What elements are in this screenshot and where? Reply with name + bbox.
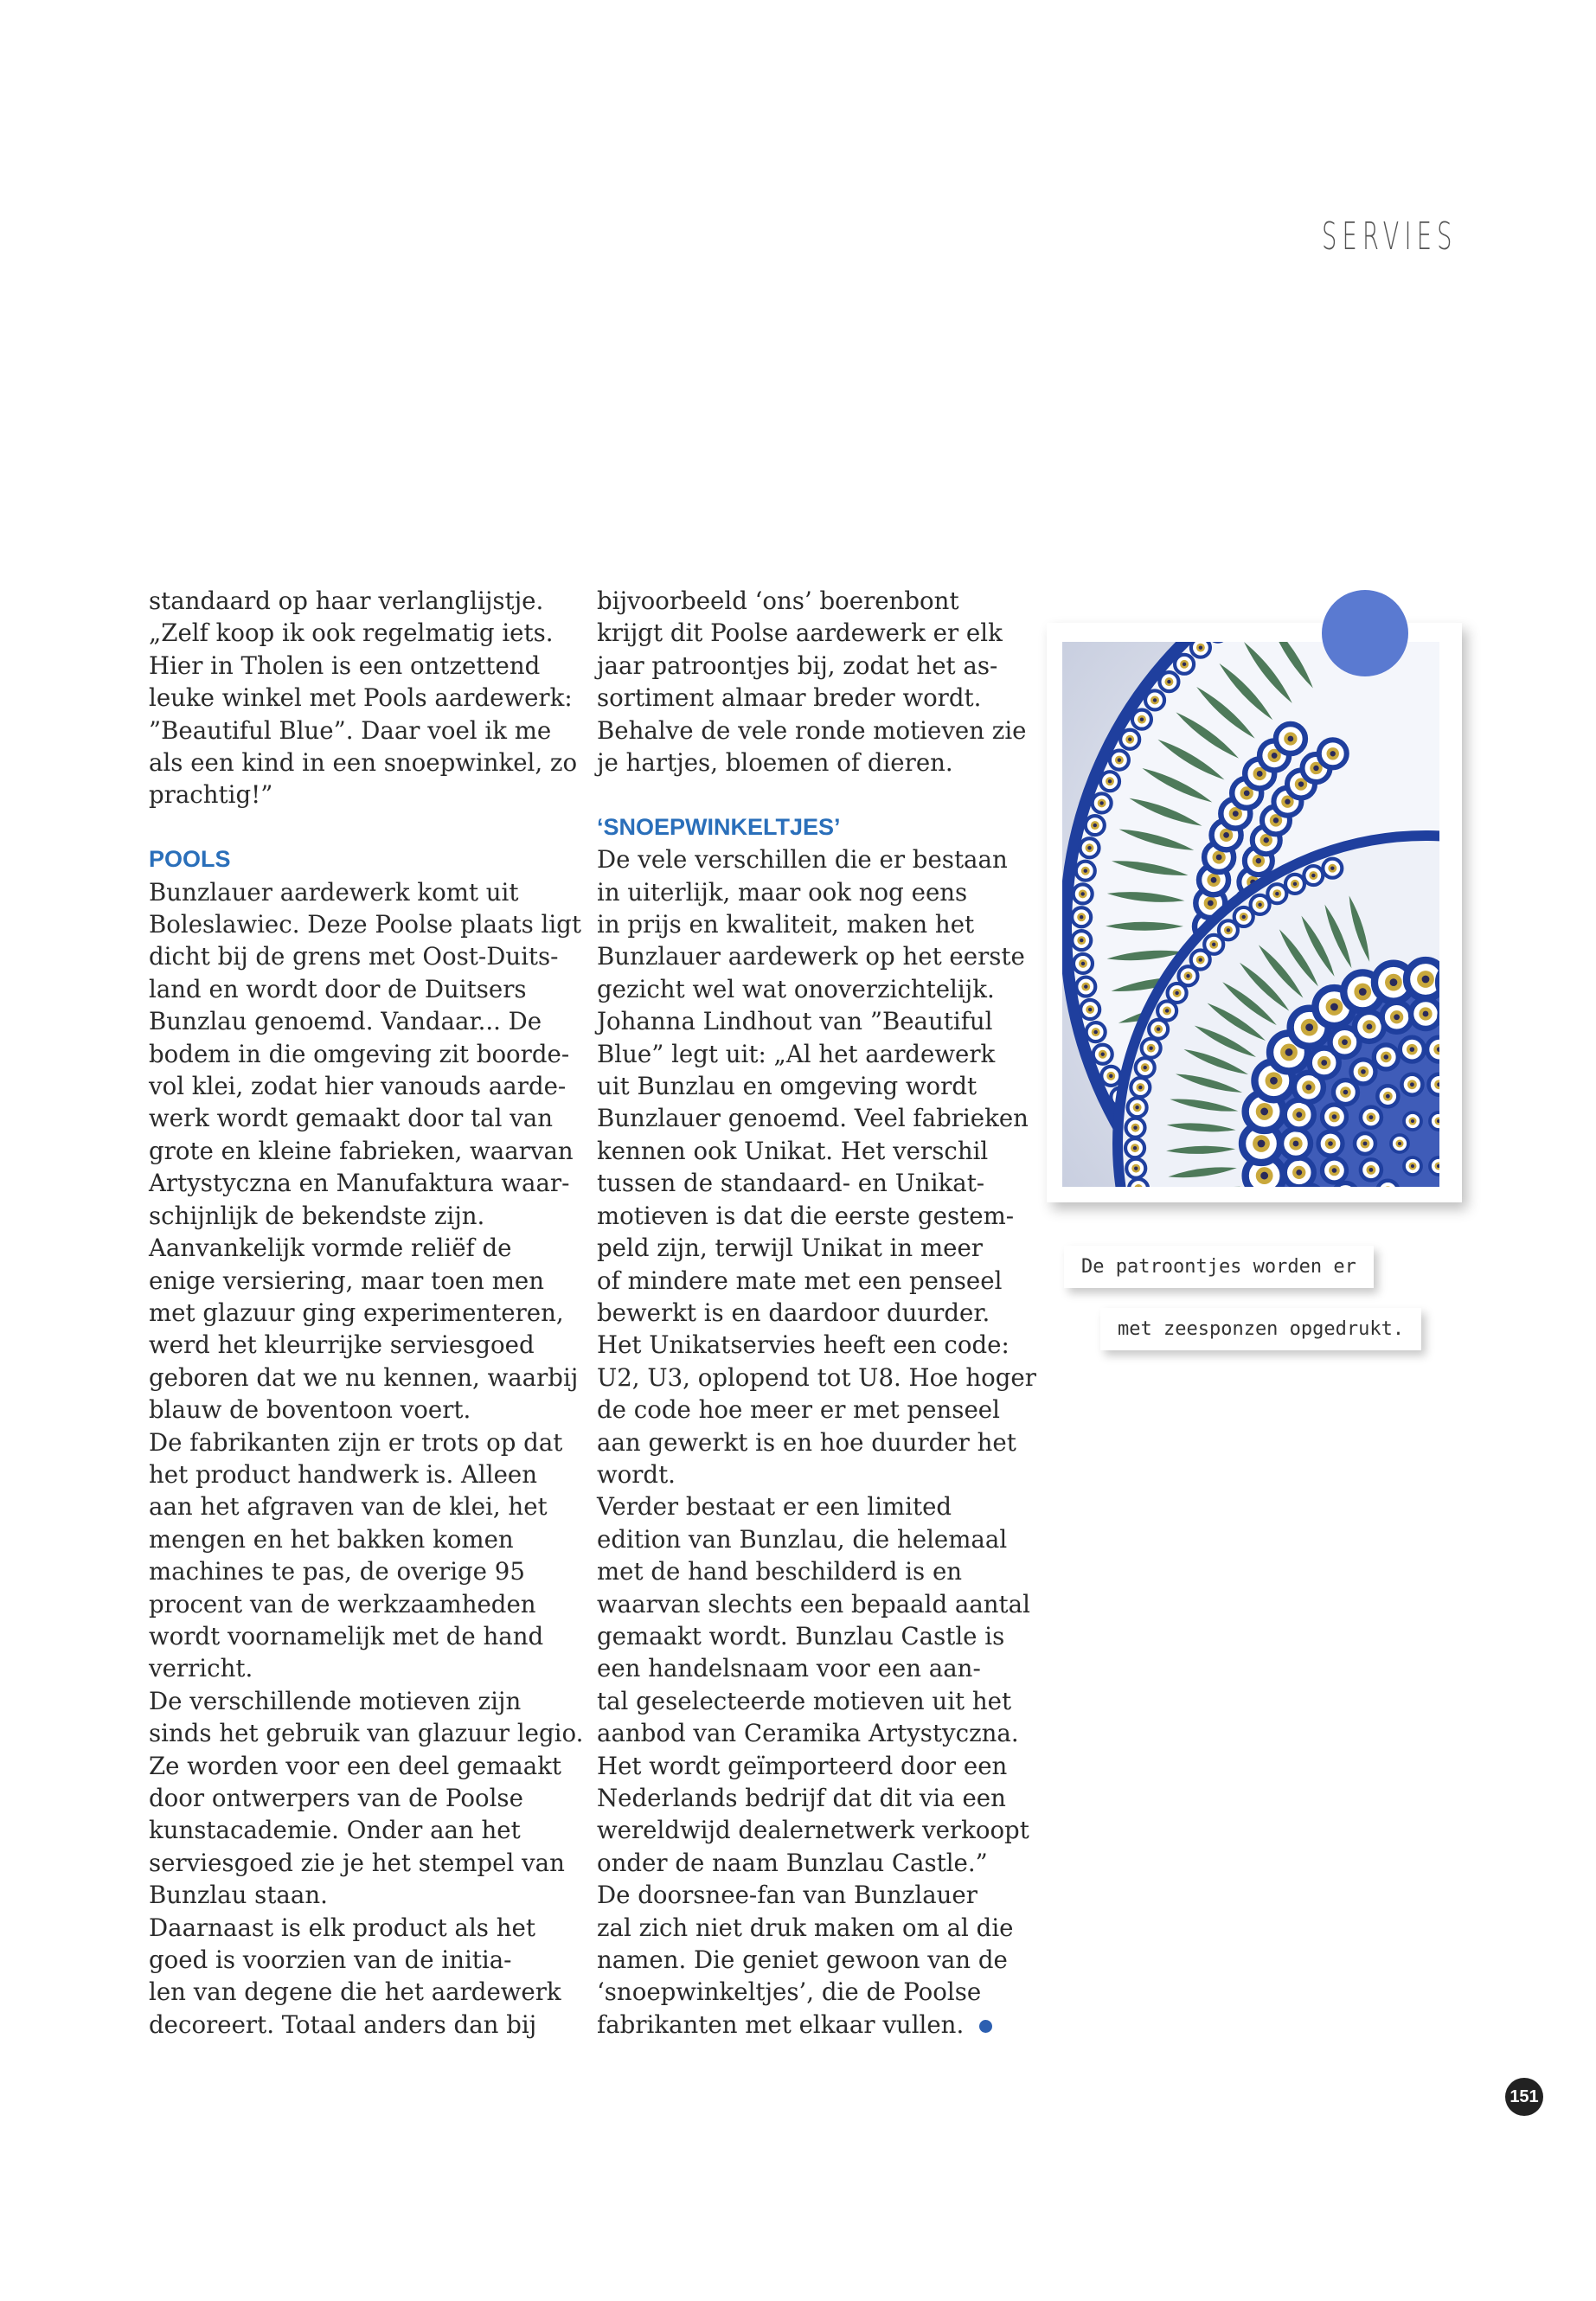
text-line: gezicht wel wat onoverzichtelijk. <box>597 974 995 1003</box>
peacock-eye-dot <box>1410 1082 1414 1086</box>
peacock-eye-dot <box>1422 976 1430 984</box>
peacock-eye-dot <box>1211 877 1217 883</box>
peacock-eye-dot <box>1216 855 1222 861</box>
text-line: Behalve de vele ronde motieven zie <box>597 715 1027 745</box>
text-line: Nederlands bedrijf dat dit via een <box>597 1784 1006 1813</box>
peacock-eye-dot <box>1369 1168 1374 1172</box>
peacock-eye-dot <box>1199 958 1202 961</box>
text-line: uit Bunzlau en omgeving wordt <box>597 1072 977 1101</box>
text-line: aan gewerkt is en hoe duurder het <box>597 1427 1016 1457</box>
peacock-eye-dot <box>1411 1119 1414 1123</box>
text-line: wordt voornamelijk met de hand <box>149 1621 544 1650</box>
peacock-eye-dot <box>1175 991 1178 995</box>
peacock-eye-dot <box>1270 1077 1278 1085</box>
text-line: in prijs en kwaliteit, maken het <box>597 910 975 939</box>
peacock-eye-dot <box>1084 984 1087 988</box>
peacock-eye-dot <box>1363 1142 1368 1146</box>
peacock-eye-dot <box>1273 817 1279 823</box>
text-line: bodem in die omgeving zit boorde- <box>149 1039 570 1068</box>
peacock-eye-dot <box>1260 1172 1268 1180</box>
peacock-eye-dot <box>1390 978 1398 986</box>
pottery-photo-frame <box>1047 623 1462 1202</box>
peacock-eye-dot <box>1367 1023 1373 1029</box>
peacock-eye-dot <box>1272 753 1278 759</box>
peacock-eye-dot <box>1227 928 1230 932</box>
text-line: een handelsnaam voor een aan- <box>597 1654 981 1683</box>
text-line: schijnlijk de bekendste zijn. <box>149 1201 485 1230</box>
page-number: 151 <box>1505 2078 1543 2116</box>
peacock-eye-dot <box>1332 1114 1337 1119</box>
peacock-eye-dot <box>1080 892 1084 895</box>
text-line: onder de naam Bunzlau Castle.” <box>597 1848 988 1877</box>
peacock-eye-dot <box>1258 1140 1266 1148</box>
peacock-eye-dot <box>1134 1166 1138 1170</box>
peacock-eye-dot <box>1285 1048 1293 1056</box>
peacock-eye-dot <box>1233 811 1239 817</box>
peacock-eye-dot <box>1108 779 1112 783</box>
text-line: enige versiering, maar toen men <box>149 1266 544 1295</box>
peacock-eye-dot <box>1260 1108 1268 1116</box>
column2-intro <box>597 585 1027 779</box>
text-line: Johanna Lindhout van ”Beautiful <box>597 1007 993 1036</box>
text-line: ‘snoepwinkeltjes’, die de Poolse <box>597 1977 982 2007</box>
peacock-eye-dot <box>1101 1053 1105 1056</box>
peacock-eye-dot <box>1293 882 1297 886</box>
peacock-eye-dot <box>1386 1094 1390 1099</box>
text-line: of mindere mate met een penseel <box>597 1266 1003 1295</box>
heading-snoepwinkeltjes: ‘SNOEPWINKELTJES’ <box>597 813 841 840</box>
peacock-eye-dot <box>1223 832 1229 838</box>
text-line: peld zijn, terwijl Unikat in meer <box>597 1234 983 1263</box>
text-line: met glazuur ging experimenteren, <box>149 1298 564 1327</box>
text-line: Het Unikatservies heeft een code: <box>597 1330 1010 1360</box>
text-line: standaard op haar verlanglijstje. <box>149 586 544 615</box>
text-line: sortiment almaar breder wordt. <box>597 683 982 713</box>
text-line: in uiterlijk, maar ook nog eens <box>597 877 968 907</box>
peacock-eye-dot <box>1305 1085 1311 1091</box>
peacock-eye-dot <box>1384 1054 1389 1060</box>
peacock-eye-dot <box>1305 1023 1313 1031</box>
text-line: Bunzlau genoemd. Vandaar... De <box>149 1007 542 1036</box>
text-line: wordt. <box>597 1459 676 1489</box>
text-line: kennen ook Unikat. Het verschil <box>597 1136 989 1165</box>
peacock-eye-dot <box>1311 874 1315 877</box>
text-line: Artystyczna en Manufaktura waar- <box>149 1169 570 1198</box>
text-line: fabrikanten met elkaar vullen. <box>597 2009 1012 2041</box>
text-line: goed is voorzien van de initia- <box>149 1945 512 1975</box>
text-line: verricht. <box>149 1654 253 1683</box>
peacock-eye-dot <box>1287 736 1293 742</box>
text-line: kunstacademie. Onder aan het <box>149 1816 521 1845</box>
peacock-eye-dot <box>1257 771 1263 777</box>
peacock-eye-dot <box>1296 1170 1302 1176</box>
peacock-eye-dot <box>1133 1125 1137 1129</box>
text-line: Bunzlauer aardewerk op het eerste <box>597 942 1025 971</box>
peacock-eye-dot <box>1411 1164 1414 1168</box>
peacock-eye-dot <box>1330 751 1336 756</box>
peacock-eye-dot <box>1183 663 1186 666</box>
text-line: Boleslawiec. Deze Poolse plaats ligt <box>149 910 581 939</box>
peacock-eye-dot <box>1332 1168 1337 1173</box>
text-line: tussen de standaard- en Unikat- <box>597 1169 985 1198</box>
text-line: bijvoorbeeld ‘ons’ boerenbont <box>597 586 959 615</box>
text-line: mengen en het bakken komen <box>149 1524 514 1554</box>
column1-intro <box>149 585 578 811</box>
text-column-1 <box>149 585 584 2041</box>
peacock-eye-dot <box>1118 758 1121 761</box>
text-line: je hartjes, bloemen of dieren. <box>597 748 953 778</box>
peacock-eye-dot <box>1361 1069 1366 1074</box>
blue-dot-icon <box>979 2020 992 2033</box>
text-line: „Zelf koop ik ook regelmatig iets. <box>149 619 554 648</box>
peacock-eye-dot <box>1080 915 1083 919</box>
peacock-eye-dot <box>1208 901 1214 907</box>
peacock-eye-dot <box>1084 868 1087 872</box>
text-line: Bunzlauer aardewerk komt uit <box>149 877 519 907</box>
peacock-eye-dot <box>1369 1115 1374 1119</box>
peacock-eye-dot <box>1398 1142 1401 1145</box>
text-column-2 <box>597 585 1036 2041</box>
peacock-eye-dot <box>1244 790 1250 796</box>
peacock-eye-dot <box>1330 1003 1338 1011</box>
peacock-eye-dot <box>1359 988 1367 996</box>
peacock-eye-dot <box>1394 1014 1400 1020</box>
peacock-eye-dot <box>1093 824 1097 827</box>
peacock-eye-dot <box>1157 1028 1160 1031</box>
peacock-eye <box>1377 1181 1398 1187</box>
text-line: Het wordt geïmporteerd door een <box>597 1751 1008 1780</box>
peacock-eye-dot <box>1275 892 1279 895</box>
peacock-eye-dot <box>1165 1009 1169 1012</box>
peacock-eye-dot <box>1081 962 1085 965</box>
accent-circle <box>1322 590 1408 676</box>
peacock-eye-dot <box>1328 1141 1333 1146</box>
heading-pools: POOLS <box>149 846 231 873</box>
peacock-eye-dot <box>1128 738 1131 741</box>
text-line: tal geselecteerde motieven uit het <box>597 1686 1012 1715</box>
text-line: bewerkt is en daardoor duurder. <box>597 1298 990 1327</box>
text-line: prachtig!” <box>149 780 273 810</box>
text-line: machines te pas, de overige 95 <box>149 1557 525 1586</box>
peacock-eye-dot <box>1296 1112 1302 1118</box>
text-line: krijgt dit Poolse aardewerk er elk <box>597 619 1003 648</box>
text-line: De verschillende motieven zijn <box>149 1686 522 1715</box>
caption-line-1: De patroontjes worden er <box>1064 1246 1374 1288</box>
peacock-eye-dot <box>1138 1086 1142 1089</box>
text-line: als een kind in een snoepwinkel, zo <box>149 748 578 778</box>
text-line: blauw de boventoon voert. <box>149 1395 471 1425</box>
pottery-plates-photo <box>1062 642 1439 1187</box>
text-line: len van degene die het aardewerk <box>149 1977 561 2007</box>
peacock-eye-dot <box>1153 698 1157 702</box>
peacock-eye-dot <box>1093 1030 1097 1034</box>
peacock-eye-dot <box>1135 1106 1138 1109</box>
text-line: U2, U3, oplopend tot U8. Hoe hoger <box>597 1362 1036 1392</box>
peacock-eye-dot <box>1264 837 1269 843</box>
text-line: decoreert. Totaal anders dan bij <box>149 2009 537 2039</box>
peacock-eye-dot <box>1149 1046 1152 1049</box>
column2-body <box>597 843 1036 2041</box>
text-line: jaar patroontjes bij, zodat het as- <box>597 651 998 680</box>
text-line: werd het kleurrijke serviesgoed <box>149 1330 535 1360</box>
text-line: de code hoe meer er met penseel <box>597 1395 1000 1425</box>
text-line: leuke winkel met Pools aardewerk: <box>149 683 573 713</box>
peacock-eye-dot <box>1321 1060 1327 1066</box>
text-line: met de hand beschilderd is en <box>597 1557 963 1586</box>
text-line: waarvan slechts een bepaald aantal <box>597 1589 1030 1618</box>
peacock-eye-dot <box>1298 781 1304 786</box>
peacock-eye-dot <box>1242 915 1246 919</box>
peacock-eye-dot <box>1256 858 1261 863</box>
caption-line-2: met zeesponzen opgedrukt. <box>1100 1308 1421 1350</box>
text-line: aanbod van Ceramika Artystyczna. <box>597 1719 1019 1748</box>
peacock-eye-dot <box>1423 1011 1429 1017</box>
text-line: geboren dat we nu kennen, waarbij <box>149 1362 579 1392</box>
text-line: Hier in Tholen is een ontzettend <box>149 651 541 680</box>
text-line: Ze worden voor een deel gemaakt <box>149 1751 562 1780</box>
peacock-eye-dot <box>1343 1090 1349 1095</box>
text-line: namen. Die geniet gewoon van de <box>597 1945 1008 1975</box>
peacock-eye-dot <box>1330 867 1334 870</box>
text-line: De doorsnee-fan van Bunzlauer <box>597 1881 977 1910</box>
peacock-eye-dot <box>1088 1008 1092 1011</box>
text-line: land en wordt door de Duitsers <box>149 974 527 1003</box>
text-line: motieven is dat die eerste gestem- <box>597 1201 1015 1230</box>
peacock-eye-dot <box>1133 1146 1137 1150</box>
text-line: De fabrikanten zijn er trots op dat <box>149 1427 563 1457</box>
peacock-eye-dot <box>1199 645 1202 649</box>
peacock-eye-dot <box>1313 766 1318 771</box>
text-line: ”Beautiful Blue”. Daar voel ik me <box>149 715 552 745</box>
section-label: SERVIES <box>1322 215 1458 259</box>
text-line: procent van de werkzaamheden <box>149 1589 536 1618</box>
text-line: grote en kleine fabrieken, waarvan <box>149 1136 574 1165</box>
peacock-eye-dot <box>1167 680 1170 683</box>
peacock-eye-dot <box>1186 974 1189 977</box>
peacock-eye-dot <box>1099 801 1103 804</box>
text-line: Aanvankelijk vormde reliëf de <box>149 1234 512 1263</box>
text-line: wereldwijd dealernetwerk verkoopt <box>597 1816 1029 1845</box>
text-line: aan het afgraven van de klei, het <box>149 1492 548 1522</box>
text-line: door ontwerpers van de Poolse <box>149 1784 523 1813</box>
peacock-eye-dot <box>1258 903 1261 907</box>
peacock-eye-dot <box>1087 846 1091 849</box>
peacock-eye-dot <box>1140 717 1144 721</box>
text-line: Verder bestaat er een limited <box>597 1492 952 1522</box>
text-line: edition van Bunzlau, die helemaal <box>597 1524 1008 1554</box>
text-line: Bunzlau staan. <box>149 1881 328 1910</box>
peacock-eye-dot <box>1143 1066 1146 1069</box>
text-line: De vele verschillen die er bestaan <box>597 845 1008 875</box>
text-line: vol klei, zodat hier vanouds aarde- <box>149 1072 567 1101</box>
text-line: Daarnaast is elk product als het <box>149 1913 535 1942</box>
peacock-eye-dot <box>1410 1047 1415 1052</box>
text-line: gemaakt wordt. Bunzlau Castle is <box>597 1621 1005 1650</box>
peacock-eye-dot <box>1080 939 1083 942</box>
peacock-eye-dot <box>1285 799 1290 804</box>
peacock-eye-dot <box>1212 943 1215 946</box>
text-line: Bunzlauer genoemd. Veel fabrieken <box>597 1104 1029 1133</box>
text-line: Blue” legt uit: „Al het aardewerk <box>597 1039 996 1068</box>
text-line: dicht bij de grens met Oost-Duits- <box>149 942 559 971</box>
column1-body <box>149 876 584 2041</box>
text-line: zal zich niet druk maken om al die <box>597 1913 1014 1942</box>
text-line: sinds het gebruik van glazuur legio. <box>149 1719 584 1748</box>
peacock-eye-dot <box>1342 1039 1348 1045</box>
peacock-eye-dot <box>1293 1141 1299 1147</box>
text-line: werk wordt gemaakt door tal van <box>149 1104 554 1133</box>
peacock-eye-dot <box>1109 1074 1112 1078</box>
text-line: het product handwerk is. Alleen <box>149 1459 538 1489</box>
text-line: serviesgoed zie je het stempel van <box>149 1848 565 1877</box>
